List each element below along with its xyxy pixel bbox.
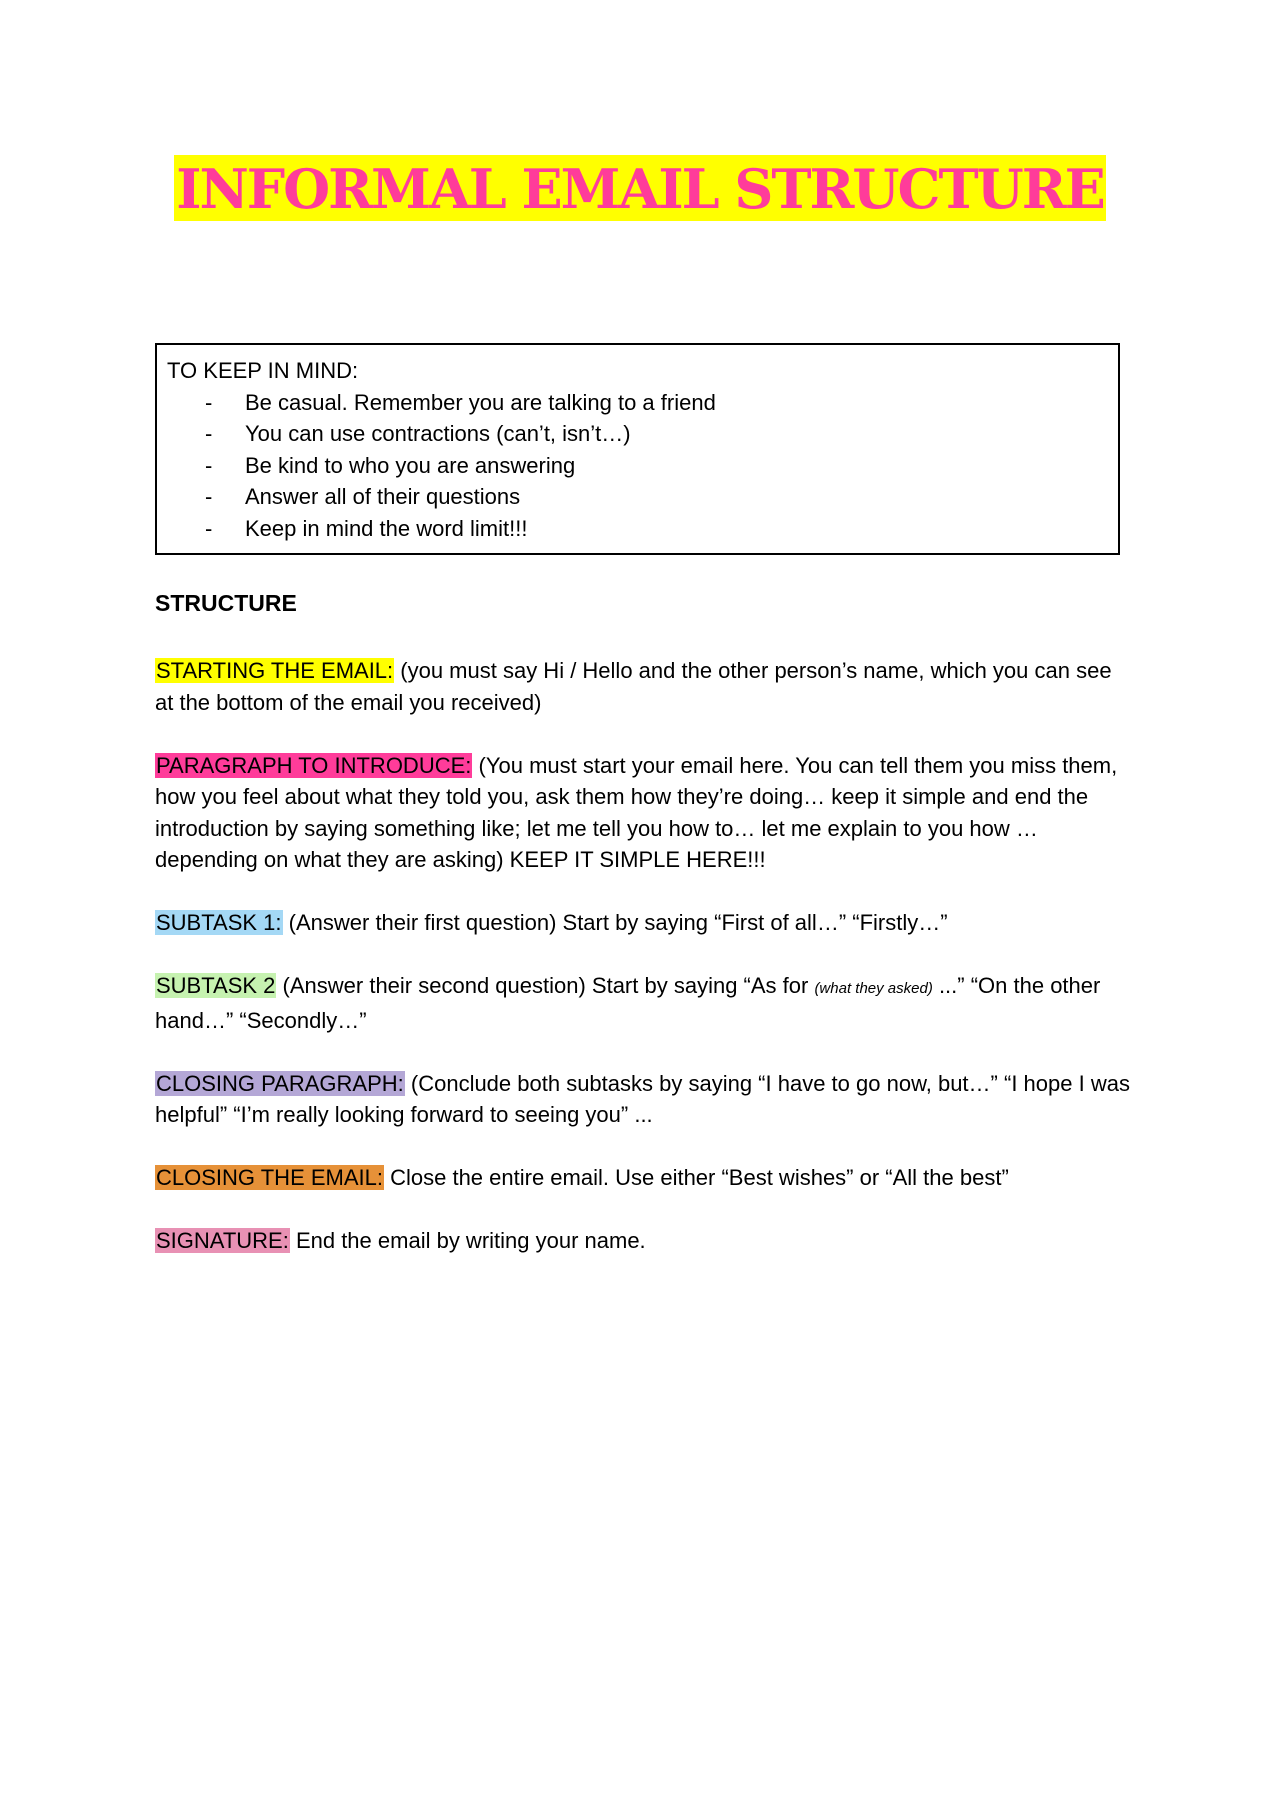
list-item: [167, 481, 1108, 513]
section-text: Close the entire email. Use either “Best wishes” or “All the best”: [383, 1165, 1009, 1190]
section-label: SUBTASK 2: [156, 973, 276, 998]
list-item-text: Be kind to who you are answering: [245, 452, 576, 478]
section-subtask-1: [155, 907, 1130, 939]
dash-bullet: -: [205, 515, 213, 541]
dash-bullet: -: [205, 389, 213, 415]
keep-in-mind-list: [167, 387, 1108, 545]
section-note: (what they asked): [814, 980, 933, 997]
section-closing-email: [155, 1162, 1130, 1194]
section-text-after: ...” “On the other hand…” “Secondly…”: [155, 973, 1101, 1033]
list-item: [167, 387, 1108, 419]
section-text: (Answer their first question) Start by saying “First of all…” “Firstly…”: [282, 910, 948, 935]
section-label: CLOSING PARAGRAPH:: [156, 1070, 404, 1096]
section-subtask-2: [155, 970, 1130, 1036]
list-item: [167, 418, 1108, 450]
section-label: STARTING THE EMAIL:: [156, 658, 394, 683]
section-paragraph-introduce: [155, 750, 1130, 876]
list-item-text: Keep in mind the word limit!!!: [245, 515, 528, 541]
list-item: [167, 513, 1108, 545]
section-text: (you must say Hi / Hello and the other person’s name, which you can see at the bottom of the email you received): [155, 658, 1112, 715]
dash-bullet: -: [205, 484, 213, 509]
list-item-text: Answer all of their questions: [245, 484, 521, 509]
structure-heading: STRUCTURE: [155, 590, 297, 616]
section-label: PARAGRAPH TO INTRODUCE:: [156, 752, 472, 778]
section-label: SUBTASK 1:: [156, 910, 282, 935]
section-label: CLOSING THE EMAIL:: [156, 1165, 383, 1190]
keep-in-mind-heading: TO KEEP IN MIND:: [167, 358, 359, 383]
list-item-text: You can use contractions (can’t, isn’t…): [245, 421, 631, 446]
section-text: (Conclude both subtasks by saying “I have to go now, but…” “I hope I was helpful” “I’m really looking forward to seeing you” ...: [155, 1070, 1130, 1127]
dash-bullet: -: [205, 421, 213, 446]
keep-in-mind-box: [155, 343, 1120, 555]
section-signature: [155, 1225, 1130, 1257]
list-item: [167, 450, 1108, 482]
title-wrap: [0, 155, 1280, 221]
section-text: End the email by writing your name.: [289, 1228, 646, 1253]
section-starting-email: [155, 655, 1130, 718]
dash-bullet: -: [205, 452, 213, 478]
page-title: INFORMAL EMAIL STRUCTURE: [176, 157, 1104, 221]
section-text: (Answer their second question) Start by saying “As for: [276, 973, 815, 998]
section-text: (You must start your email here. You can tell them you miss them, how you feel about what they told you, ask them how they’re doing… keep it simple and end the introduction by saying something like; let me tell you how to… let me explain to you how … depending on what they are asking) KEEP IT SIMPLE HERE!!!: [155, 752, 1118, 872]
section-closing-paragraph: [155, 1068, 1130, 1131]
structure-sections: [155, 655, 1130, 1288]
list-item-text: Be casual. Remember you are talking to a friend: [245, 389, 716, 415]
section-label: SIGNATURE:: [156, 1228, 289, 1253]
